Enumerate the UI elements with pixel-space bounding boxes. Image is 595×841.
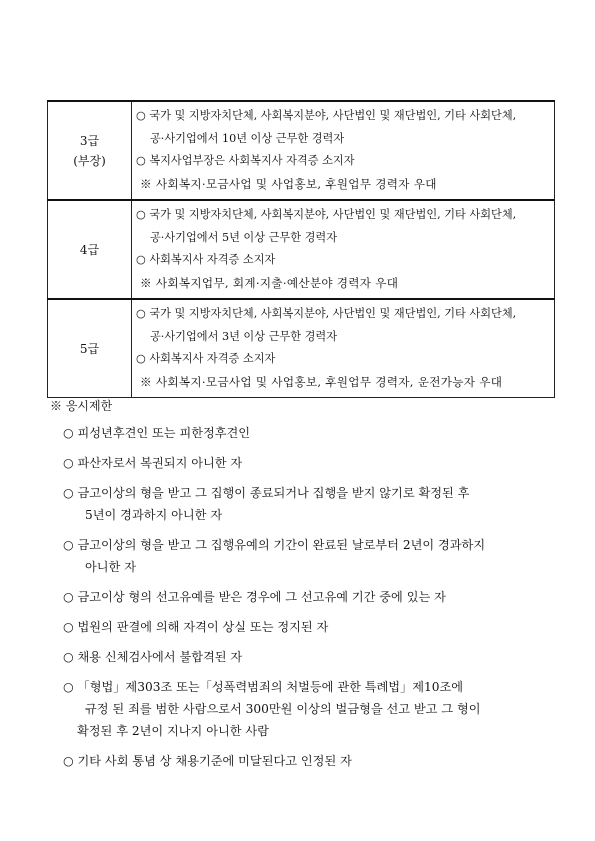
requirements-cell: [132, 299, 555, 398]
restriction-text: ○ 피성년후견인 또는 피한정후견인: [63, 426, 251, 440]
restriction-item: [47, 452, 559, 474]
grade-sub-label: (부장): [73, 153, 106, 168]
restriction-text: ○ 금고이상의 형을 받고 그 집행이 종료되거나 집행을 받지 않기로 확정된 후: [63, 486, 470, 500]
table-row: [48, 299, 555, 398]
table-row: [48, 101, 555, 200]
preference-note: ※ 사회복지·모금사업 및 사업홍보, 후원업무 경력자 우대: [140, 176, 437, 191]
restriction-text: ○ 「형법」제303조 또는「성폭력범죄의 처벌등에 관한 특례법」제10조에: [63, 680, 464, 694]
restriction-item: [47, 616, 559, 638]
restrictions-title: ※ 응시제한: [50, 399, 113, 413]
restriction-item: [47, 586, 559, 608]
qualification-table: [47, 100, 555, 398]
requirement-line: ○ 국가 및 지방자치단체, 사회복지분야, 사단법인 및 재단법인, 기타 사회단체,: [136, 109, 517, 122]
requirement-line: 공·사기업에서 5년 이상 근무한 경력자: [150, 230, 338, 244]
restriction-item: [47, 422, 559, 444]
restriction-item: [47, 646, 559, 668]
restriction-text-cont: 규정 된 죄를 범한 사람으로서 300만원 이상의 벌금형을 선고 받고 그 형이: [85, 702, 481, 716]
restriction-item: [47, 676, 559, 742]
restriction-text: ○ 금고이상 형의 선고유예를 받은 경우에 그 선고유예 기간 중에 있는 자: [63, 590, 446, 604]
grade-cell: [48, 101, 132, 200]
preference-note: ※ 사회복지업무, 회계·지출·예산분야 경력자 우대: [140, 275, 399, 290]
requirements-cell: [132, 101, 555, 200]
requirement-line: ○ 국가 및 지방자치단체, 사회복지분야, 사단법인 및 재단법인, 기타 사회단체,: [136, 208, 517, 221]
requirements-cell: [132, 200, 555, 299]
restriction-text: ○ 법원의 판결에 의해 자격이 상실 또는 정지된 자: [63, 620, 329, 634]
grade-label: 3급: [79, 133, 100, 148]
restrictions-section: [47, 396, 559, 780]
restriction-text: ○ 금고이상의 형을 받고 그 집행유예의 기간이 완료된 날로부터 2년이 경과하지: [63, 538, 486, 552]
grade-label: 5급: [79, 341, 100, 356]
grade-cell: [48, 200, 132, 299]
requirement-line: ○ 사회복지사 자격증 소지자: [136, 352, 276, 365]
restriction-text-cont: 확정된 후 2년이 지나지 아니한 사람: [77, 724, 269, 738]
restriction-text: ○ 파산자로서 복권되지 아니한 자: [63, 456, 243, 470]
restriction-text-cont: 아니한 자: [85, 560, 136, 574]
preference-note: ※ 사회복지·모금사업 및 사업홍보, 후원업무 경력자, 운전가능자 우대: [140, 374, 503, 389]
requirement-line: 공·사기업에서 3년 이상 근무한 경력자: [150, 329, 338, 343]
restriction-item: [47, 534, 559, 578]
restriction-item: [47, 750, 559, 772]
restriction-text: ○ 기타 사회 통념 상 채용기준에 미달된다고 인정된 자: [63, 754, 352, 768]
requirement-line: ○ 복지사업부장은 사회복지사 자격증 소지자: [136, 154, 355, 167]
grade-label: 4급: [79, 242, 100, 257]
restriction-text-cont: 5년이 경과하지 아니한 자: [85, 508, 223, 522]
restriction-item: [47, 482, 559, 526]
restriction-text: ○ 채용 신체검사에서 불합격된 자: [63, 650, 243, 664]
requirement-line: ○ 사회복지사 자격증 소지자: [136, 253, 276, 266]
grade-cell: [48, 299, 132, 398]
requirement-line: 공·사기업에서 10년 이상 근무한 경력자: [150, 131, 345, 145]
requirement-line: ○ 국가 및 지방자치단체, 사회복지분야, 사단법인 및 재단법인, 기타 사회단체,: [136, 307, 517, 320]
table-row: [48, 200, 555, 299]
